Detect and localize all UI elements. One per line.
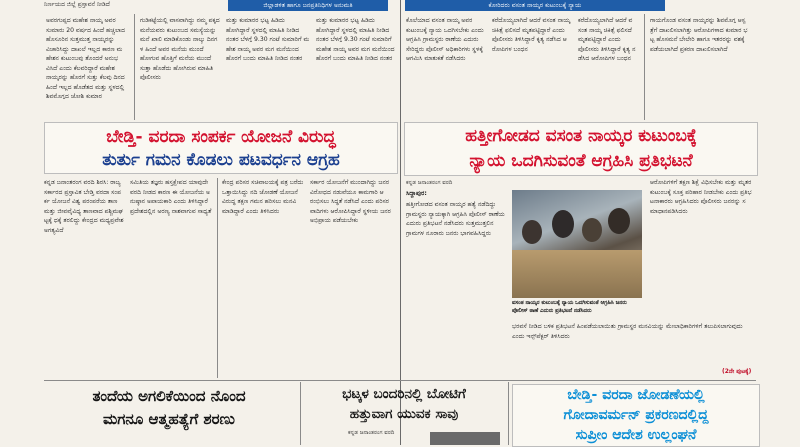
top-snippet-right: ಕೋರಿದರು ವಸಂತ ನಾಯ್ಕರ ಕುಟುಂಬಕ್ಕೆ ನ್ಯಾಯ <box>405 0 665 11</box>
bottom-divider <box>44 380 756 381</box>
bottom-mid-photo <box>430 432 500 445</box>
column-b: ಗುಡಿಕಟ್ಟೆಯಲ್ಲಿ ವಾಸವಾಗಿದ್ದು ನಮ್ಮ ಪಕ್ಕದ ಮನೆಯವರು ಕುಟುಂಬದ ಸಮಸ್ಯೆಯನ್ನು ಮನೆ ಖಾಲಿ ಮಾಡಿಕೊಂಡು ನಾಲ್ಕು ದಿನಗಳ ಹಿಂದೆ ಅವರ ಮನೆಯ ಮುಂದೆ ಹೋಗುವ ಹೊತ್ತಿಗೆ ಮನೆಯ ಮುಂದೆ ಸುತ್ತಾ ಹೊಡೆದು ಹೋಗಿರುವ ಮಾಹಿತಿ ಪೊಲೀಸರು <box>140 17 220 81</box>
photo-caption: ವಸಂತ ನಾಯ್ಕರ ಕುಟುಂಬಕ್ಕೆ ನ್ಯಾಯ ಒದಗಿಸುವಂತೆ ಆಗ್ರಹಿಸಿ ಜನರು ಪೊಲೀಸ್ ಠಾಣೆ ಎದುರು ಪ್ರತಿಭಟನೆ ನಡೆಸಿದರು <box>512 300 627 314</box>
protest-photo <box>512 190 642 298</box>
bottom-right-line1: ಬೇಡ್ತಿ- ವರದಾ ಜೋಡಣೆಯಲ್ಲಿ <box>567 387 705 403</box>
vasanth-headline-box <box>404 122 758 176</box>
bottom-mid-line1: ಭಟ್ಕಳ ಬಂದರಿನಲ್ಲಿ ಬೋಟಿಗೆ <box>342 386 466 402</box>
vasanth-column-2: ಆರೋಪಿಗಳಿಗೆ ತಕ್ಷಣ ಶಿಕ್ಷೆ ವಿಧಿಸಬೇಕು ಮತ್ತು ಮೃತರ ಕುಟುಂಬಕ್ಕೆ ಸೂಕ್ತ ಪರಿಹಾರ ನೀಡಬೇಕು ಎಂದು ಪ್ರತಿಭಟನಾಕಾರರು ಆಗ್ರಹಿಸಿದರು ಪೊಲೀಸರು ಜನರನ್ನು ಸಮಾಧಾನಪಡಿಸಿದರು <box>650 179 752 215</box>
bottom-right-line3: ಸುಪ್ರೀಂ ಆದೇಶ ಉಲ್ಲಂಘನೆ <box>575 427 697 443</box>
bedthi-column-4: ಸರ್ಕಾರ ಯೋಜನೆಗೆ ಮುಂದಾಗಿದ್ದು ಜನರ ವಿರೋಧದ ನಡುವೆಯೂ ಕಾಮಗಾರಿ ಆರಂಭಿಸಲು ಸಿದ್ಧತೆ ನಡೆಸಿದೆ ಎಂದು ಪರಿಸರವಾದಿಗಳು ಆರೋಪಿಸಿದ್ದಾರೆ ಸ್ಥಳೀಯ ಜನರ ಅಭಿಪ್ರಾಯ ಪಡೆಯಬೇಕು <box>310 179 391 224</box>
bottom-mid-line2: ಹತ್ತುವಾಗ ಯುವಕ ಸಾವು <box>349 406 459 422</box>
bottom-left-line2: ಮಗನೂ ಆತ್ಮಹತ್ಯೆಗೆ ಶರಣು <box>103 410 235 428</box>
continued-label: (2ನೇ ಪುಟಕ್ಕೆ) <box>722 368 752 375</box>
bottom-mid-byline: ಕನ್ನಡ ಜನಾಂತರಂಗ ವರದಿ <box>348 430 395 436</box>
vasanth-dateline: ಸಿದ್ದಾಪುರ: <box>406 190 427 197</box>
vasanth-column-3: ಭರವಸೆ ನೀಡಿದ ಬಳಿಕ ಪ್ರತಿಭಟನೆ ಹಿಂಪಡೆಯಲಾಯಿತು ಗ್ರಾಮಸ್ಥರ ಮನವಿಯನ್ನು ಮೇಲಾಧಿಕಾರಿಗಳಿಗೆ ತಲುಪಿಸಲಾಗುವುದು ಎಂದು ಇನ್ಸ್‌ಪೆಕ್ಟರ್ ತಿಳಿಸಿದರು <box>512 323 743 340</box>
column-e: ಕರೆದೊಯ್ಯಲಾಗಿದೆ ಆದರೆ ವಸಂತ ನಾಯ್ಕ ಚಿಕಿತ್ಸೆ ಫಲಿಸದೆ ಮೃತಪಟ್ಟಿದ್ದಾರೆ ಎಂದು ಪೊಲೀಸರು ತಿಳಿಸಿದ್ದಾರೆ ಕೃತ್ಯ ನಡೆಸಿದ ಆರೋಪಿಗಳ ಬಂಧನ <box>492 17 571 53</box>
bottom-right-headline-box <box>512 384 760 447</box>
vasanth-column-1: ಹತ್ತೀಗೋಡದ ವಸಂತ ನಾಯ್ಕರ ಹತ್ಯೆ ನಡೆದಿದ್ದು ಗ್ರಾಮಸ್ಥರು ನ್ಯಾಯಕ್ಕಾಗಿ ಆಗ್ರಹಿಸಿ ಪೊಲೀಸ್ ಠಾಣೆಯ ಎದುರು ಪ್ರತಿಭಟನೆ ನಡೆಸಿದರು ಸುತ್ತಮುತ್ತಲಿನ ಗ್ರಾಮಗಳ ನೂರಾರು ಜನರು ಭಾಗವಹಿಸಿದ್ದರು <box>406 201 505 237</box>
column-d: ಕೊಲೆಯಾದ ವಸಂತ ನಾಯ್ಕ ಅವರ ಕುಟುಂಬಕ್ಕೆ ನ್ಯಾಯ ಒದಗಿಸಬೇಕು ಎಂದು ಆಗ್ರಹಿಸಿ ಗ್ರಾಮಸ್ಥರು ಠಾಣೆಯ ಎದುರು ಸೇರಿದ್ದರು ಪೊಲೀಸ್ ಅಧಿಕಾರಿಗಳು ಸ್ಥಳಕ್ಕೆ ಆಗಮಿಸಿ ಮಾತುಕತೆ ನಡೆಸಿದರು <box>406 17 484 62</box>
column-c2: ಮತ್ತು ಕುಮಾರರ ಭಟ್ಟ ಹಿಡಿದು ಹೋಗಿದ್ದಾರೆ ಸ್ಥಳದಲ್ಲಿ ಮಾಹಿತಿ ನೀಡಿದ ನಂತರ ಬೆಳಗ್ಗೆ 9.30 ಗಂಟೆ ಸುಮಾರಿಗೆ ಮಹೇಶ ನಾಯ್ಕ ಅವರ ಮಗ ಮನೆಯಿಂದ ಹೊರಗೆ ಬಂದು ಮಾಹಿತಿ ನೀಡಿದ ನಂತರ <box>316 17 395 62</box>
bedthi-headline-box <box>44 122 398 174</box>
vasanth-headline-line1: ಹತ್ತೀಗೋಡದ ವಸಂತ ನಾಯ್ಕರ ಕುಟುಂಬಕ್ಕೆ <box>465 126 697 146</box>
bottom-left-line1: ತಂದೆಯ ಅಗಲಿಕೆಯಿಂದ ನೊಂದ <box>92 387 246 405</box>
bedthi-column-1: ಕನ್ನಡ ಜನಾಂತರಂಗ ವರದಿ ಶಿರಸಿ: ರಾಜ್ಯ ಸರ್ಕಾರದ ಪ್ರಸ್ತಾವಿತ ಬೇಡ್ತಿ ವರದಾ ಸಂಪರ್ಕ ಯೋಜನೆ ವಿಶ್ವ ಪರಂಪರೆಯ ತಾಣ ಮತ್ತು ಜೀವವೈವಿಧ್ಯ ತಾಣವಾದ ಪಶ್ಚಿಮಘಟ್ಟಕ್ಕೆ ಧಕ್ಕೆ ತರಲಿದ್ದು ಕೇಂದ್ರದ ಮಧ್ಯಪ್ರವೇಶ ಅಗತ್ಯವಿದೆ <box>44 179 124 234</box>
top-snippet-left: ನಿರ್ಣಯದ ಜಿಲ್ಲೆ ಪ್ರಸ್ತಾವನೆ ನೀಡಿದೆ <box>44 1 110 8</box>
divider <box>217 178 218 378</box>
column-e2: ಕರೆದೊಯ್ಯಲಾಗಿದೆ ಆದರೆ ವಸಂತ ನಾಯ್ಕ ಚಿಕಿತ್ಸೆ ಫಲಿಸದೆ ಮೃತಪಟ್ಟಿದ್ದಾರೆ ಎಂದು ಪೊಲೀಸರು ತಿಳಿಸಿದ್ದಾರೆ ಕೃತ್ಯ ನಡೆಸಿದ ಆರೋಪಿಗಳ ಬಂಧನ <box>578 17 636 62</box>
top-snippet-center: ಜಿಲ್ಲಾಡಳಿತ ಹಾಗೂ ಜನಪ್ರತಿನಿಧಿಗಳ ಅನುಮತಿ <box>228 0 388 11</box>
vasanth-byline: ಕನ್ನಡ ಜನಾಂತರಂಗ ವರದಿ <box>406 180 453 186</box>
divider <box>300 382 301 445</box>
divider <box>508 382 509 445</box>
bottom-mid-headline <box>304 384 504 424</box>
column-c: ಮತ್ತು ಕುಮಾರರ ಭಟ್ಟ ಹಿಡಿದು ಹೋಗಿದ್ದಾರೆ ಸ್ಥಳದಲ್ಲಿ ಮಾಹಿತಿ ನೀಡಿದ ನಂತರ ಬೆಳಗ್ಗೆ 9.30 ಗಂಟೆ ಸುಮಾರಿಗೆ ಮಹೇಶ ನಾಯ್ಕ ಅವರ ಮಗ ಮನೆಯಿಂದ ಹೊರಗೆ ಬಂದು ಮಾಹಿತಿ ನೀಡಿದ ನಂತರ <box>226 17 310 62</box>
divider <box>644 14 645 120</box>
bedthi-column-2: ಸಮಿತಿಯ ತಜ್ಞರು ಹಸ್ತಕ್ಷೇಪದ ಯಾವುದೇ ವರದಿ ನೀಡದ ಕಾರಣ ಈ ಯೋಜನೆಯ ಅನುಷ್ಠಾನ ಅಪಾಯಕಾರಿ ಎಂದು ತಿಳಿಸಿದ್ದಾರೆ ಪ್ರದೇಶದಲ್ಲಿನ ಅರಣ್ಯ ನಾಶವಾಗುವ ಸಾಧ್ಯತೆ <box>130 179 212 215</box>
vasanth-headline-line2: ನ್ಯಾಯ ಒದಗಿಸುವಂತೆ ಆಗ್ರಹಿಸಿ ಪ್ರತಿಭಟನೆ <box>469 151 693 171</box>
bedthi-headline-line2: ತುರ್ತು ಗಮನ ಕೊಡಲು ಪಟವರ್ಧನ ಆಗ್ರಹ <box>102 150 340 170</box>
bedthi-headline-line1: ಬೇಡ್ತಿ- ವರದಾ ಸಂಪರ್ಕ ಯೋಜನೆ ವಿರುದ್ಧ <box>106 127 336 147</box>
divider <box>400 0 401 445</box>
bedthi-column-3: ಕೇಂದ್ರ ಪರಿಸರ ಸಚಿವಾಲಯಕ್ಕೆ ಪತ್ರ ಬರೆದು ಒತ್ತಾಯಿಸಿದ್ದು ನದಿ ಜೋಡಣೆ ಯೋಜನೆ ವಿರುದ್ಧ ತಕ್ಷಣ ಗಮನ ಹರಿಸಲು ಮನವಿ ಮಾಡಿದ್ದಾರೆ ಎಂದು ತಿಳಿಸಿದರು <box>222 179 304 215</box>
bottom-right-line2: ಗೋದಾವರ್ಮನ್ ಪ್ರಕರಣದಲ್ಲಿದ್ದ <box>563 407 709 423</box>
column-f: ಗಾಯಗೊಂಡ ವಸಂತ ನಾಯ್ಕರನ್ನು ಶಿವಮೊಗ್ಗ ಆಸ್ಪತ್ರೆಗೆ ದಾಖಲಿಸಲಾಗಿತ್ತು ಆರೋಪಿಗಳಾದ ಕುಮಾರ ಭಟ್ಟ ಹೊಸಮನೆ ಬೇಲೇರಿ ಹಾಗೂ ಇತರರನ್ನು ವಶಕ್ಕೆ ಪಡೆಯಲಾಗಿದೆ ಪ್ರಕರಣ ದಾಖಲಿಸಲಾಗಿದೆ <box>650 17 748 53</box>
divider <box>134 14 135 120</box>
column-a: ಅವರಗುಪ್ಪದ ಮಹೇಶ ನಾಯ್ಕ ಅವರ ಸುಮಾರು 20 ವರ್ಷದ ಹಿಂದೆ ಹಚ್ಚಲಾದ ಹೊಸೂರಿನ ಸುತ್ತಮುತ್ತ ನಾಯ್ಕರನ್ನು ವಿಚಾರಿಸಿದ್ದು ದಾಖಲೆ ಇಲ್ಲದ ಕಾರಣ ಮಹೇಶನ ಕುಟುಂಬವು ತೊಂದರೆ ಅನುಭವಿಸಿದೆ ಎಂದು ಕೆಲವರಿದ್ದಾರೆ ಮಹೇಶ ನಾಯ್ಕರನ್ನು ಹೊರಗೆ ಸುತ್ತು ಕೆಲವು ದಿನದ ಹಿಂದೆ ಇಲ್ಲದ ಹೊಡೆತದ ಮತ್ತು ಸ್ಥಳದಲ್ಲಿ ಶಿವಮೊಗ್ಗದ ಜೋಶಿ ಕುಮಾರ <box>46 17 126 100</box>
bottom-left-headline <box>44 385 294 431</box>
